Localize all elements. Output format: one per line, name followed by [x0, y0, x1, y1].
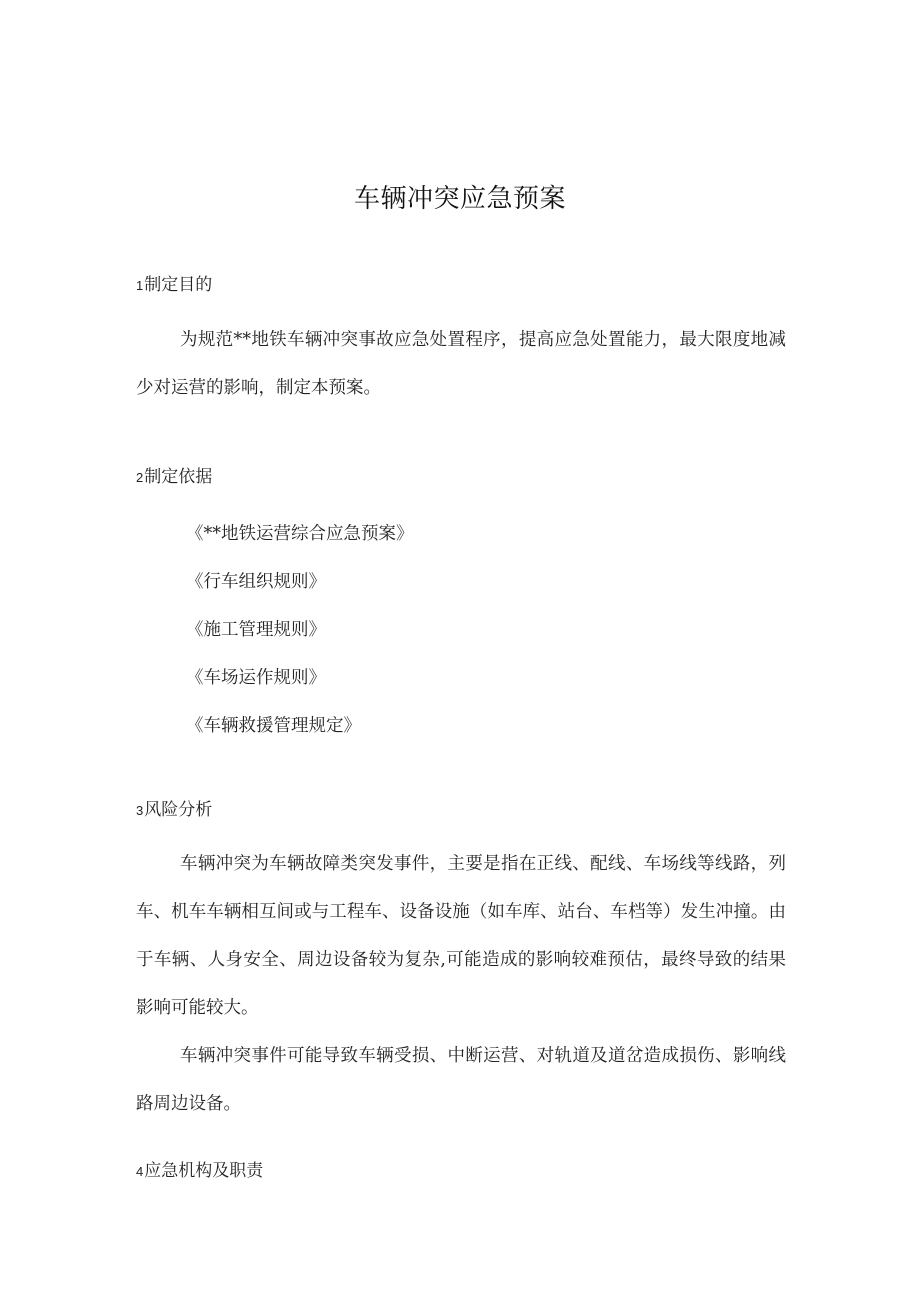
section-title: 应急机构及职责 [144, 1161, 264, 1181]
reference-item: 《施工管理规则》 [186, 620, 326, 640]
reference-item: 《车场运作规则》 [186, 668, 326, 688]
section-title: 风险分析 [144, 800, 213, 820]
section-number: 3 [136, 803, 144, 818]
section-number: 2 [136, 470, 144, 485]
section-heading-2 [136, 462, 212, 487]
section-number: 1 [136, 278, 144, 293]
paragraph-risk-impact: 车辆冲突事件可能导致车辆受损、中断运营、对轨道及道岔造成损伤、影响线路周边设备。 [136, 1046, 786, 1114]
section-heading-3 [136, 795, 212, 820]
document-title: 车辆冲突应急预案 [353, 184, 566, 214]
paragraph-purpose: 为规范**地铁车辆冲突事故应急处置程序，提高应急处置能力，最大限度地减少对运营的影响，制定本预案。 [136, 330, 786, 398]
paragraph-risk-analysis: 车辆冲突为车辆故障类突发事件，主要是指在正线、配线、车场线等线路，列车、机车车辆相互间或与工程车、设备设施（如车库、站台、车档等）发生冲撞。由于车辆、人身安全、周边设备较为复杂,可能造成的影响较难预估，最终导致的结果影响可能较大。 [136, 854, 786, 1018]
reference-item: 《车辆救援管理规定》 [186, 716, 361, 736]
reference-item: 《行车组织规则》 [186, 572, 326, 592]
section-heading-4 [136, 1156, 263, 1181]
section-title: 制定目的 [144, 275, 213, 295]
section-title: 制定依据 [144, 467, 213, 487]
reference-item: 《**地铁运营综合应急预案》 [186, 524, 414, 544]
section-number: 4 [136, 1164, 144, 1179]
section-heading-1 [136, 270, 212, 295]
